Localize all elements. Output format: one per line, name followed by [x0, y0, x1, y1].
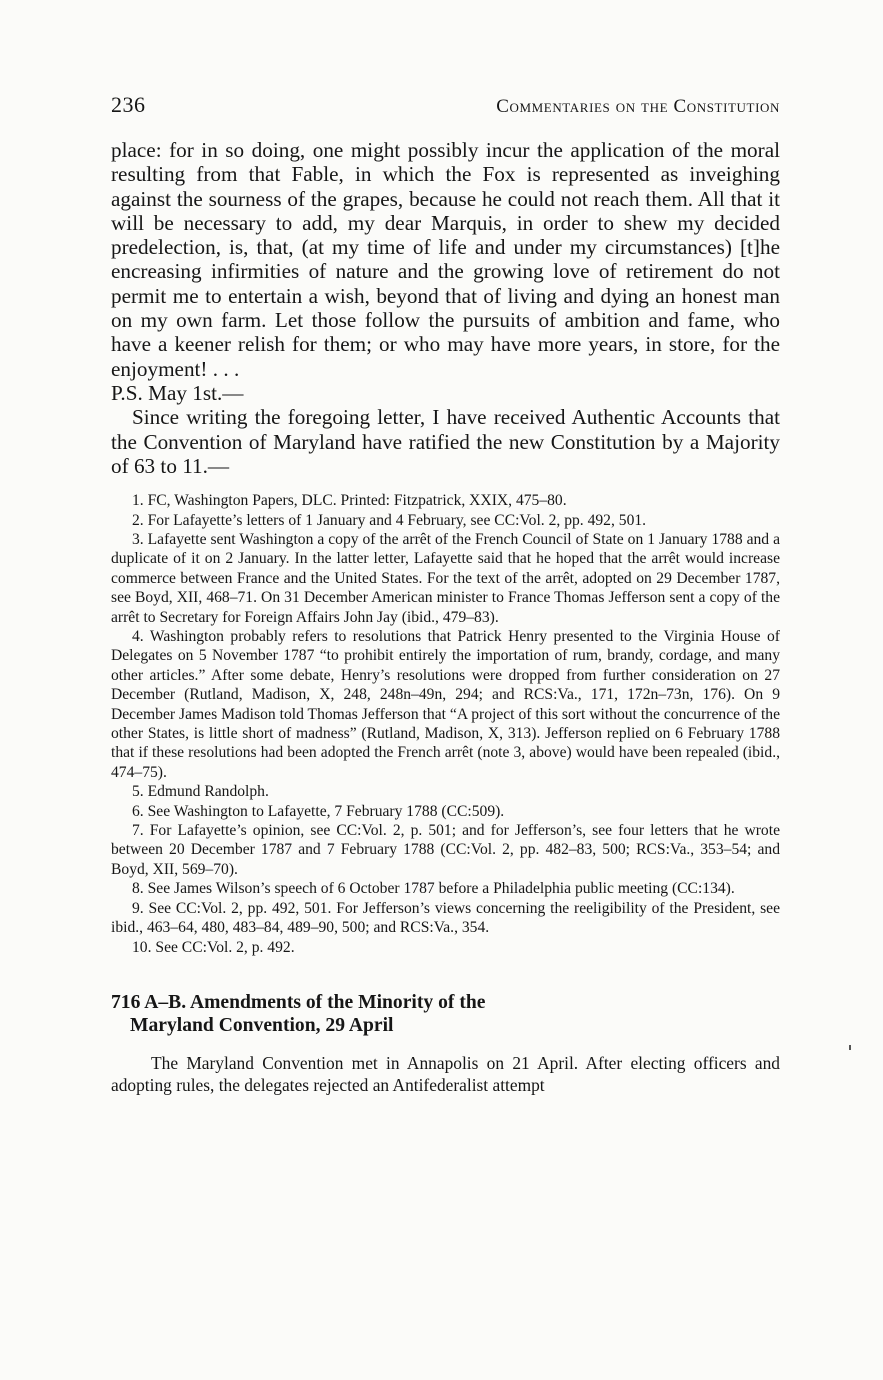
footnote: 10. See CC:Vol. 2, p. 492.: [132, 938, 295, 956]
footnote: 1. FC, Washington Papers, DLC. Printed: Fitzpatrick, XXIX, 475–80.: [132, 492, 567, 510]
section-heading: [111, 991, 780, 1038]
page-number: 236: [111, 92, 146, 117]
section-heading-line-1: 716 A–B. Amendments of the Minority of the: [111, 991, 486, 1013]
letter-paragraph: place: for in so doing, one might possibly incur the application of the moral resulting from that Fable, in which the Fox is represented as inveighing against the sourness of the grapes, because he could not reach them. All that it will be necessary to add, my dear Marquis, in order to shew my decided predelection, is, that, (at my time of life and under my circumstances) [t]he encreasing infirmities of nature and the growing love of retirement do not permit me to entertain a wish, beyond that of living and dying an honest man on my own farm. Let those follow the pursuits of ambition and fame, who have a keener relish for them; or who may have more years, in store, for the enjoyment! . . .: [111, 138, 780, 381]
page-header: [111, 92, 780, 132]
postscript-heading: P.S. May 1st.—: [111, 380, 244, 405]
footnote: 6. See Washington to Lafayette, 7 February 1788 (CC:509).: [132, 802, 505, 820]
running-head: Commentaries on the Constitution: [496, 96, 780, 117]
postscript-text: Since writing the foregoing letter, I have received Authentic Accounts that the Convention of Maryland have ratified the new Constitution by a Majority of 63 to 11.—: [111, 405, 780, 478]
document-page: [111, 92, 780, 1114]
footnote: 7. For Lafayette’s opinion, see CC:Vol. 2, p. 501; and for Jefferson’s, see four letters that he wrote between 20 December 1787 and 7 February 1788 (CC:Vol. 2, pp. 482–83, 500; RCS:Va., 353–54; and Boyd, XII, 569–70).: [111, 822, 780, 878]
scan-speck: [849, 1045, 851, 1050]
footnote: 8. See James Wilson’s speech of 6 October 1787 before a Philadelphia public meeting (CC:134).: [132, 880, 735, 898]
footnote: 4. Washington probably refers to resolutions that Patrick Henry presented to the Virginia House of Delegates on 5 November 1787 “to prohibit entirely the importation of rum, brandy, cordage, and many other articles.” After some debate, Henry’s resolutions were dropped from further consideration on 27 December (Rutland, Madison, X, 248, 248n–49n, 294; and RCS:Va., 171, 172n–73n, 176). On 9 December James Madison told Thomas Jefferson that “A project of this sort without the concurrence of the other States, is little short of madness” (Rutland, Madison, X, 313). Jefferson replied on 6 February 1788 that if these resolutions had been adopted the French arrêt (note 3, above) would have been repealed (ibid., 474–75).: [111, 628, 780, 781]
footnote: 3. Lafayette sent Washington a copy of the arrêt of the French Council of State on 1 January 1788 and a duplicate of it on 2 January. In the latter letter, Lafayette said that he hoped that the arrêt would increase commerce between France and the United States. For the text of the arrêt, adopted on 29 December 1787, see Boyd, XII, 468–71. On 31 December American minister to France Thomas Jefferson sent a copy of the arrêt to Secretary for Foreign Affairs John Jay (ibid., 479–83).: [111, 530, 780, 626]
footnotes: [111, 491, 780, 957]
footnote: 5. Edmund Randolph.: [132, 783, 269, 801]
footnote: 2. For Lafayette’s letters of 1 January and 4 February, see CC:Vol. 2, pp. 492, 501.: [132, 511, 647, 529]
section-heading-line-2: Maryland Convention, 29 April: [130, 1015, 394, 1037]
footnote: 9. See CC:Vol. 2, pp. 492, 501. For Jefferson’s views concerning the reeligibility of the President, see ibid., 463–64, 480, 483–84, 489–90, 500; and RCS:Va., 354.: [111, 899, 780, 937]
section-intro: The Maryland Convention met in Annapolis on 21 April. After electing officers and adopting rules, the delegates rejected an Antifederalist attempt: [111, 1052, 780, 1096]
